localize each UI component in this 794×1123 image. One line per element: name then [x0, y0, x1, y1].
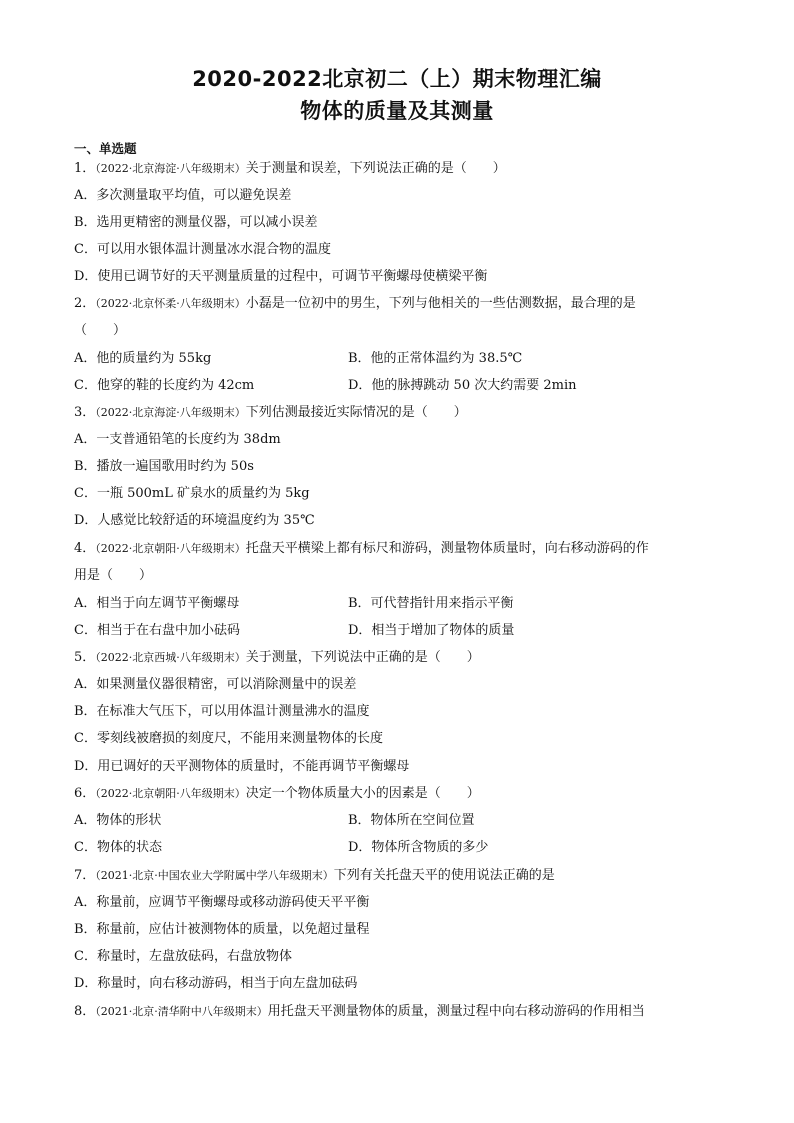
question-source: （2022·北京海淀·八年级期末） [95, 406, 246, 419]
question-text: 下列有关托盘天平的使用说法正确的是 [333, 868, 555, 883]
question-source: （2022·北京海淀·八年级期末） [95, 162, 246, 175]
question-2-option-b: B．他的正常体温约为 38.5℃ [348, 351, 523, 366]
document-title-line1: 2020-2022北京初二（上）期末物理汇编 [192, 67, 602, 91]
question-source: （2022·北京朝阳·八年级期末） [95, 542, 246, 555]
question-2-option-c: C．他穿的鞋的长度约为 42cm [74, 378, 255, 393]
question-4-stem-continued: 用是（ ） [74, 568, 153, 583]
question-text: 关于测量和误差，下列说法正确的是（ ） [245, 161, 506, 176]
question-4-option-d: D．相当于增加了物体的质量 [348, 623, 515, 638]
question-6-option-d: D．物体所含物质的多少 [348, 840, 489, 855]
question-number: 6． [74, 786, 96, 801]
question-7-option-d: D．称量时，向右移动游码，相当于向左盘加砝码 [74, 976, 358, 991]
question-4-stem [74, 537, 649, 556]
question-7-option-b: B．称量前，应估计被测物体的质量，以免超过量程 [74, 922, 370, 937]
question-number: 8． [74, 1004, 96, 1019]
question-3-option-b: B．播放一遍国歌用时约为 50s [74, 459, 254, 474]
question-source: （2022·北京怀柔·八年级期末） [95, 297, 246, 310]
question-2-stem [74, 292, 636, 311]
question-number: 1． [74, 161, 96, 176]
question-1-option-a: A．多次测量取平均值，可以避免误差 [74, 188, 292, 203]
question-7-option-a: A．称量前，应调节平衡螺母或移动游码使天平平衡 [74, 895, 370, 910]
question-5-option-c: C．零刻线被磨损的刻度尺，不能用来测量物体的长度 [74, 731, 383, 746]
question-4-option-a: A．相当于向左调节平衡螺母 [74, 596, 240, 611]
question-source: （2022·北京朝阳·八年级期末） [95, 787, 246, 800]
question-2-stem-continued: （ ） [74, 323, 127, 338]
question-number: 4． [74, 541, 96, 556]
question-6-stem [74, 782, 480, 801]
question-source: （2021·北京·中国农业大学附属中学八年级期末） [95, 869, 334, 882]
question-text: 关于测量，下列说法中正确的是（ ） [245, 650, 480, 665]
question-number: 2． [74, 296, 96, 311]
document-title-line2: 物体的质量及其测量 [300, 99, 494, 123]
question-1-option-d: D．使用已调节好的天平测量质量的过程中，可调节平衡螺母使横梁平衡 [74, 269, 488, 284]
question-3-option-c: C．一瓶 500mL 矿泉水的质量约为 5kg [74, 486, 310, 501]
question-6-option-c: C．物体的状态 [74, 840, 162, 855]
question-text: 用托盘天平测量物体的质量，测量过程中向右移动游码的作用相当 [267, 1004, 645, 1019]
question-2-option-d: D．他的脉搏跳动 50 次大约需要 2min [348, 378, 577, 393]
question-4-option-b: B．可代替指针用来指示平衡 [348, 596, 514, 611]
question-text: 决定一个物体质量大小的因素是（ ） [245, 786, 480, 801]
question-number: 3． [74, 405, 96, 420]
question-7-stem [74, 864, 555, 883]
question-number: 5． [74, 650, 96, 665]
question-text: 托盘天平横梁上都有标尺和游码，测量物体质量时，向右移动游码的作 [245, 541, 649, 556]
question-6-option-b: B．物体所在空间位置 [348, 813, 475, 828]
question-5-option-b: B．在标准大气压下，可以用体温计测量沸水的温度 [74, 704, 370, 719]
question-source: （2021·北京·清华附中八年级期末） [95, 1005, 268, 1018]
question-3-option-d: D．人感觉比较舒适的环境温度约为 35℃ [74, 513, 315, 528]
question-5-option-d: D．用已调好的天平测物体的质量时，不能再调节平衡螺母 [74, 759, 410, 774]
question-2-option-a: A．他的质量约为 55kg [74, 351, 212, 366]
question-4-option-c: C．相当于在右盘中加小砝码 [74, 623, 240, 638]
question-text: 小磊是一位初中的男生，下列与他相关的一些估测数据，最合理的是 [245, 296, 636, 311]
question-7-option-c: C．称量时，左盘放砝码，右盘放物体 [74, 949, 292, 964]
question-1-option-b: B．选用更精密的测量仪器，可以减小误差 [74, 215, 318, 230]
question-source: （2022·北京西城·八年级期末） [95, 651, 246, 664]
question-6-option-a: A．物体的形状 [74, 813, 162, 828]
question-5-option-a: A．如果测量仪器很精密，可以消除测量中的误差 [74, 677, 357, 692]
question-5-stem [74, 646, 480, 665]
question-text: 下列估测最接近实际情况的是（ ） [245, 405, 467, 420]
question-3-option-a: A．一支普通铅笔的长度约为 38dm [74, 432, 281, 447]
question-number: 7． [74, 868, 96, 883]
section-heading: 一、单选题 [74, 141, 137, 156]
question-3-stem [74, 401, 467, 420]
question-1-option-c: C．可以用水银体温计测量冰水混合物的温度 [74, 242, 331, 257]
question-8-stem [74, 1000, 645, 1019]
question-1-stem [74, 157, 506, 176]
